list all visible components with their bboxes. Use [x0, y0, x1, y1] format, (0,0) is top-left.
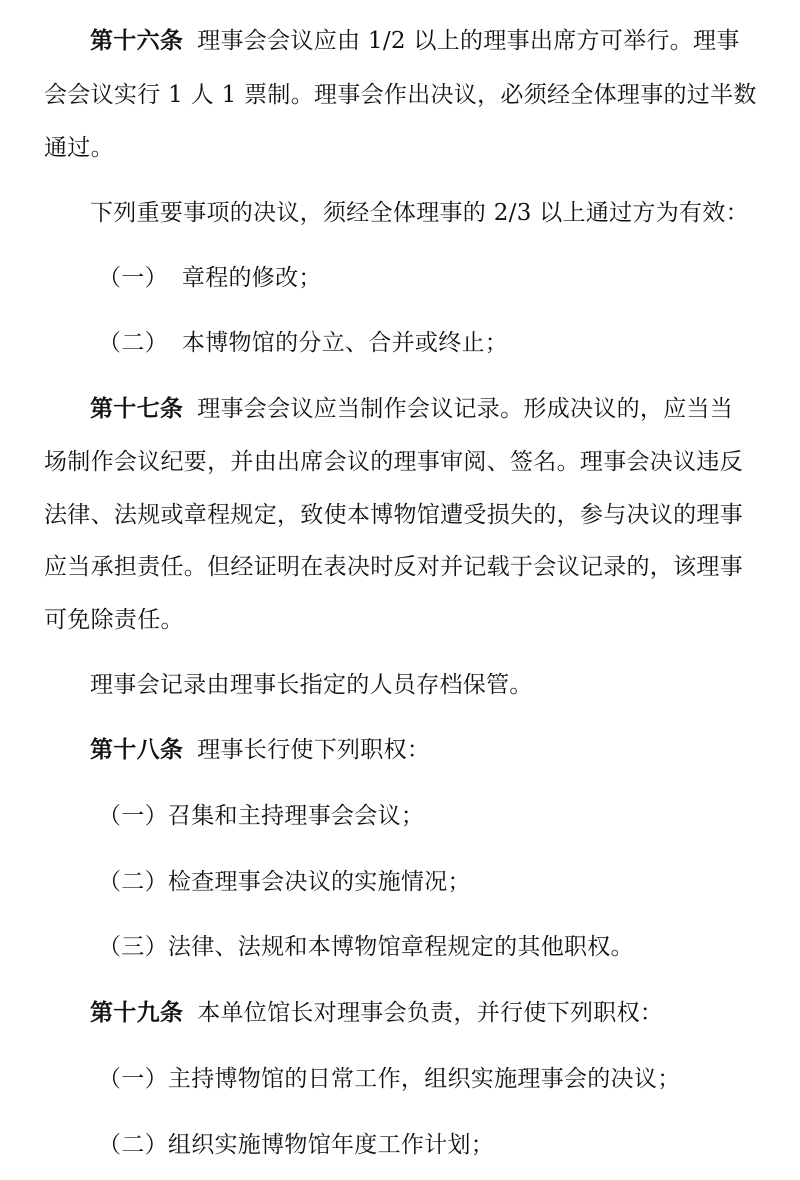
item-text: 章程的修改； [181, 265, 322, 291]
item-number: （一） [98, 265, 168, 291]
article-16-heading: 第十六条 [90, 27, 184, 54]
article-18-text: 理事长行使下列职权： [197, 737, 431, 763]
article-19-item-1: （一）主持博物馆的日常工作，组织实施理事会的决议； [98, 1066, 681, 1092]
item-text: 本博物馆的分立、合并或终止； [181, 330, 509, 356]
article-16-line-3: 通过。 [44, 135, 114, 161]
article-16-paragraph-2: 下列重要事项的决议，须经全体理事的 2/3 以上通过方为有效： [90, 200, 749, 226]
article-17-paragraph-2: 理事会记录由理事长指定的人员存档保管。 [90, 672, 533, 698]
article-16-text: 理事会会议应由 1/2 以上的理事出席方可举行。理事 [197, 28, 740, 54]
article-18-item-2: （二）检查理事会决议的实施情况； [98, 869, 471, 895]
article-19-item-2: （二）组织实施博物馆年度工作计划； [98, 1132, 495, 1158]
article-17-line-3: 法律、法规或章程规定，致使本博物馆遭受损失的，参与决议的理事 [44, 502, 743, 528]
item-number: （二） [98, 330, 168, 356]
article-18-heading: 第十八条 [90, 736, 184, 763]
article-16-line-1 [90, 26, 800, 56]
article-17-line-2: 场制作会议纪要，并由出席会议的理事审阅、签名。理事会决议违反 [44, 449, 743, 475]
article-18-line-1 [90, 735, 800, 765]
article-19-line-1 [90, 998, 800, 1028]
article-17-line-1 [90, 394, 800, 424]
article-19-heading: 第十九条 [90, 999, 184, 1026]
article-17-text: 理事会会议应当制作会议记录。形成决议的，应当当 [197, 396, 734, 422]
article-18-item-3: （三）法律、法规和本博物馆章程规定的其他职权。 [98, 934, 634, 960]
article-17-line-5: 可免除责任。 [44, 607, 184, 633]
article-17-heading: 第十七条 [90, 395, 184, 422]
article-16-item-1 [98, 263, 800, 293]
article-18-item-1: （一）召集和主持理事会会议； [98, 803, 425, 829]
article-16-item-2 [98, 328, 800, 358]
article-17-line-4: 应当承担责任。但经证明在表决时反对并记载于会议记录的，该理事 [44, 554, 743, 580]
article-19-text: 本单位馆长对理事会负责，并行使下列职权： [197, 1000, 664, 1026]
article-16-line-2: 会会议实行 1 人 1 票制。理事会作出决议，必须经全体理事的过半数 [44, 82, 757, 108]
